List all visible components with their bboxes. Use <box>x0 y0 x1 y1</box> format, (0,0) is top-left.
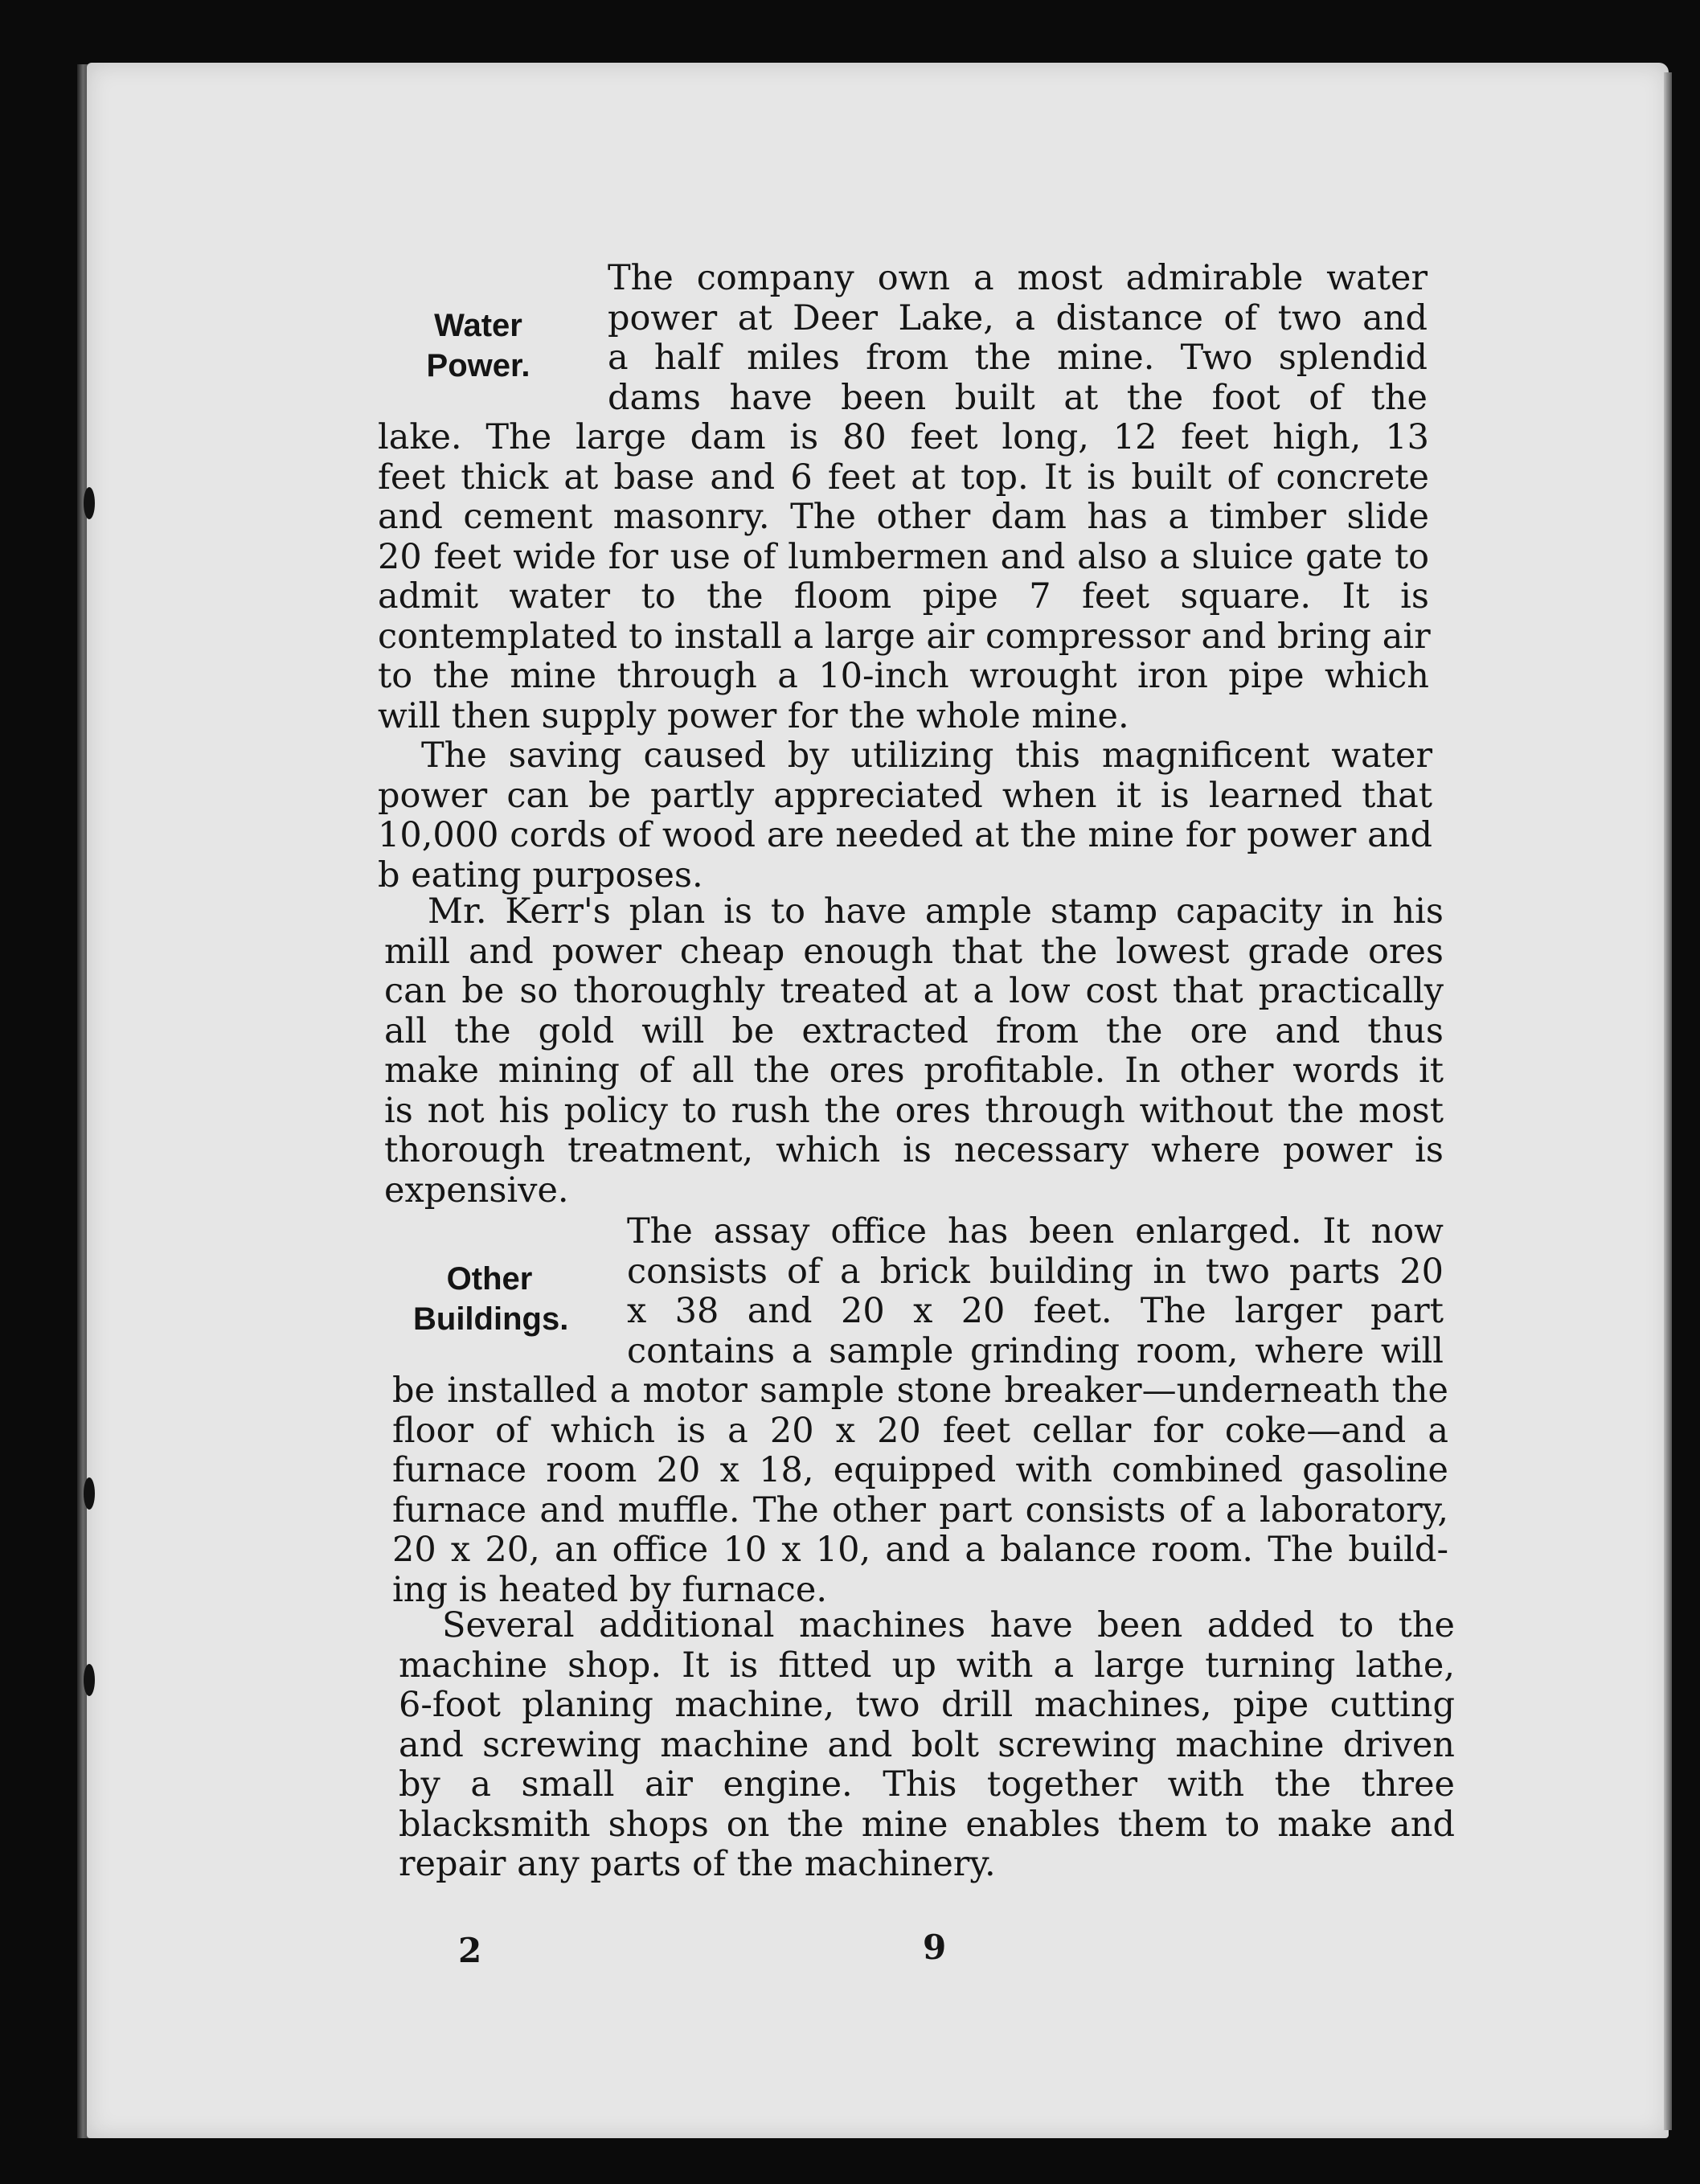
text-line: furnace and muffle. The other part consists of a laboratory, <box>392 1489 1448 1530</box>
text-line: will then supply power for the whole mine. <box>378 695 1129 736</box>
text-line: is not his policy to rush the ores through without the most <box>384 1090 1444 1131</box>
text-line: make mining of all the ores profitable. In other words it <box>384 1051 1444 1091</box>
binding-stitch-mark <box>84 487 95 519</box>
text-line: power at Deer Lake, a distance of two and <box>608 297 1428 338</box>
text-line: floor of which is a 20 x 20 feet cellar for coke—and a <box>392 1410 1448 1451</box>
text-line: mill and power cheap enough that the lowest grade ores <box>384 931 1444 972</box>
binding-stitch-mark <box>84 1664 95 1696</box>
text-line: and screwing machine and bolt screwing machine driven <box>399 1724 1455 1765</box>
text-line: The company own a most admirable water <box>608 258 1428 298</box>
text-line: x 38 and 20 x 20 feet. The larger part <box>627 1291 1444 1331</box>
paragraph-water-power-body <box>378 418 1429 736</box>
text-line: 10,000 cords of wood are needed at the mine for power and <box>378 815 1432 855</box>
text-line: furnace room 20 x 18, equipped with combined gasoline <box>392 1450 1448 1490</box>
text-line: blacksmith shops on the mine enables them to make and <box>399 1804 1455 1845</box>
text-line: a half miles from the mine. Two splendid <box>608 338 1428 378</box>
text-line: all the gold will be extracted from the ore and thus <box>384 1010 1444 1051</box>
text-line: contemplated to install a large air compressor and bring air <box>378 616 1431 657</box>
text-line: The assay office has been enlarged. It now <box>627 1211 1444 1252</box>
text-line: dams have been built at the foot of the <box>608 377 1428 418</box>
text-line: feet thick at base and 6 feet at top. It is built of concrete <box>378 457 1429 498</box>
text-line: machine shop. It is fitted up with a large turning lathe, <box>399 1645 1455 1686</box>
paragraph-wood-saving <box>378 736 1432 895</box>
page-number: 9 <box>923 1928 947 1967</box>
paragraph-machine-shop <box>399 1606 1455 1885</box>
paragraph-assay-office-intro <box>627 1212 1444 1371</box>
side-heading-line: Power. <box>426 348 530 383</box>
text-line: and cement masonry. The other dam has a timber slide <box>378 497 1429 537</box>
text-line: 6-foot planing machine, two drill machines, pipe cutting <box>399 1685 1455 1725</box>
text-line: Several additional machines have been added to the <box>442 1605 1455 1645</box>
side-heading-line: Buildings. <box>413 1301 569 1337</box>
text-line: 20 feet wide for use of lumbermen and also a sluice gate to <box>378 536 1429 577</box>
paragraph-water-power-intro <box>608 259 1428 418</box>
text-line: by a small air engine. This together with the three <box>399 1764 1455 1805</box>
text-line: admit water to the floom pipe 7 feet square. It is <box>378 576 1429 617</box>
text-line: b eating purposes. <box>378 854 703 895</box>
text-line: power can be partly appreciated when it is learned that <box>378 775 1432 816</box>
paragraph-assay-office-body <box>392 1371 1448 1610</box>
text-line: contains a sample grinding room, where will <box>627 1330 1444 1371</box>
text-line: be installed a motor sample stone breaker—underneath the <box>392 1371 1448 1411</box>
page-right-edge <box>1664 72 1672 2130</box>
text-line: repair any parts of the machinery. <box>399 1844 996 1884</box>
side-heading-water-power <box>418 305 539 386</box>
text-line: can be so thoroughly treated at a low cost that practically <box>384 971 1444 1011</box>
paragraph-kerr-plan <box>384 892 1444 1211</box>
text-line: Mr. Kerr's plan is to have ample stamp capacity in his <box>428 891 1444 932</box>
text-line: ing is heated by furnace. <box>392 1569 828 1610</box>
text-line: thorough treatment, which is necessary where power is <box>384 1130 1444 1170</box>
text-line: to the mine through a 10-inch wrought iron pipe which <box>378 656 1429 696</box>
text-line: consists of a brick building in two parts 20 <box>627 1251 1444 1292</box>
side-heading-line: Other <box>446 1261 533 1297</box>
side-heading-line: Water <box>434 308 522 343</box>
binding-stitch-mark <box>84 1477 95 1510</box>
text-line: lake. The large dam is 80 feet long, 12 feet high, 13 <box>378 417 1429 457</box>
signature-mark: 2 <box>458 1931 482 1970</box>
text-line: 20 x 20, an office 10 x 10, and a balance room. The build- <box>392 1530 1448 1570</box>
text-line: The saving caused by utilizing this magnificent water <box>421 736 1432 776</box>
side-heading-other-buildings <box>413 1259 569 1339</box>
text-line: expensive. <box>384 1170 569 1211</box>
